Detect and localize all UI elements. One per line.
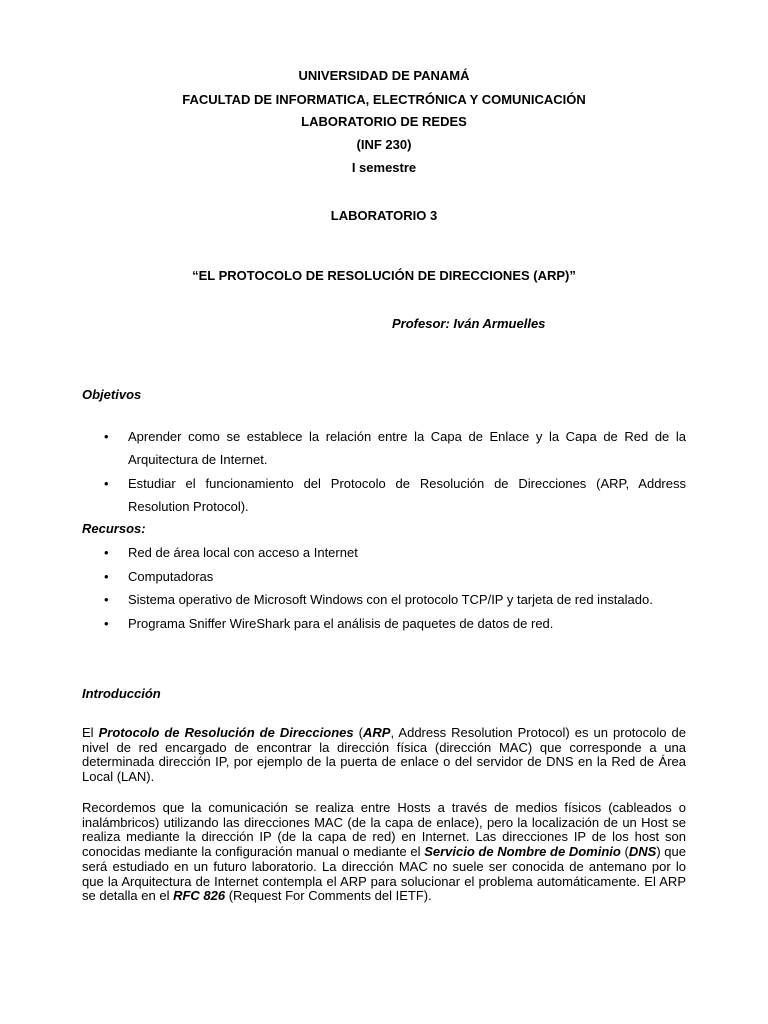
list-item — [82, 612, 686, 636]
professor-name: Profesor: Iván Armuelles — [392, 316, 546, 331]
resource-text: Sistema operativo de Microsoft Windows con el protocolo TCP/IP y tarjeta de red instalado. — [128, 592, 653, 607]
text-run: ( — [620, 844, 629, 860]
introduction-heading: Introducción — [82, 686, 161, 701]
intro-paragraph-1 — [82, 726, 686, 785]
text-run: ( — [353, 725, 364, 740]
bullet-icon: • — [104, 592, 109, 607]
lab-number: LABORATORIO 3 — [330, 208, 438, 223]
emphasis-term: ARP — [363, 725, 391, 740]
list-item — [82, 588, 686, 612]
emphasis-term: DNS — [628, 844, 657, 860]
emphasis-term: RFC 826 — [173, 888, 226, 904]
list-item — [82, 425, 686, 471]
list-item — [82, 565, 686, 589]
resources-list — [82, 541, 686, 635]
objectives-list — [82, 425, 686, 519]
bullet-icon: • — [104, 429, 109, 444]
lab-name: LABORATORIO DE REDES — [301, 114, 467, 129]
objective-text: Aprender como se establece la relación entre la Capa de Enlace y la Capa de Red de la Arquitectura de Internet. — [128, 429, 686, 467]
text-run: (Request For Comments del IETF). — [225, 888, 432, 904]
resource-text: Computadoras — [128, 568, 214, 584]
text-run: ) que será estudiado en un futuro laboratorio. La dirección MAC no suele ser conocida de antemano por lo que la Arquitectura de Internet contempla el ARP para solucionar el problema automáticamente. El ARP se detalla en el — [82, 844, 686, 904]
list-item — [82, 472, 686, 518]
resource-text: Red de área local con acceso a Internet — [128, 545, 358, 560]
emphasis-term: Protocolo de Resolución de Direcciones — [98, 725, 354, 740]
course-code: (INF 230) — [356, 137, 412, 152]
text-run: El — [82, 725, 99, 740]
emphasis-term: Servicio de Nombre de Dominio — [424, 844, 621, 860]
university-name: UNIVERSIDAD DE PANAMÁ — [298, 68, 470, 83]
objectives-heading: Objetivos — [82, 387, 142, 402]
resources-heading: Recursos: — [82, 521, 146, 536]
bullet-icon: • — [104, 476, 109, 491]
intro-paragraph-2 — [82, 801, 686, 904]
semester: I semestre — [351, 160, 417, 175]
bullet-icon: • — [104, 615, 109, 631]
document-title: “EL PROTOCOLO DE RESOLUCIÓN DE DIRECCIONES (ARP)” — [192, 268, 576, 283]
bullet-icon: • — [104, 568, 109, 584]
bullet-icon: • — [104, 545, 109, 560]
list-item — [82, 541, 686, 565]
resource-text: Programa Sniffer WireShark para el análisis de paquetes de datos de red. — [128, 615, 554, 631]
text-run: Recordemos que la comunicación se realiza entre Hosts a través de medios físicos (cableados o inalámbricos) utilizando las direcciones MAC (de la capa de enlace), pero la localización de un Host se realiza mediante la dirección IP (de la capa de red) en Internet. Las direcciones IP de los host son conocidas mediante la configuración manual o mediante el — [82, 800, 686, 860]
objective-text: Estudiar el funcionamiento del Protocolo de Resolución de Direcciones (ARP, Address Resolution Protocol). — [128, 476, 686, 514]
text-run: , Address Resolution Protocol) es un protocolo de nivel de red encargado de encontrar la dirección física (dirección MAC) que corresponde a una determinada dirección IP, por ejemplo de la puerta de enlace o del servidor de DNS en la Red de Área Local (LAN). — [82, 725, 686, 785]
faculty-name: FACULTAD DE INFORMATICA, ELECTRÓNICA Y COMUNICACIÓN — [182, 92, 586, 107]
